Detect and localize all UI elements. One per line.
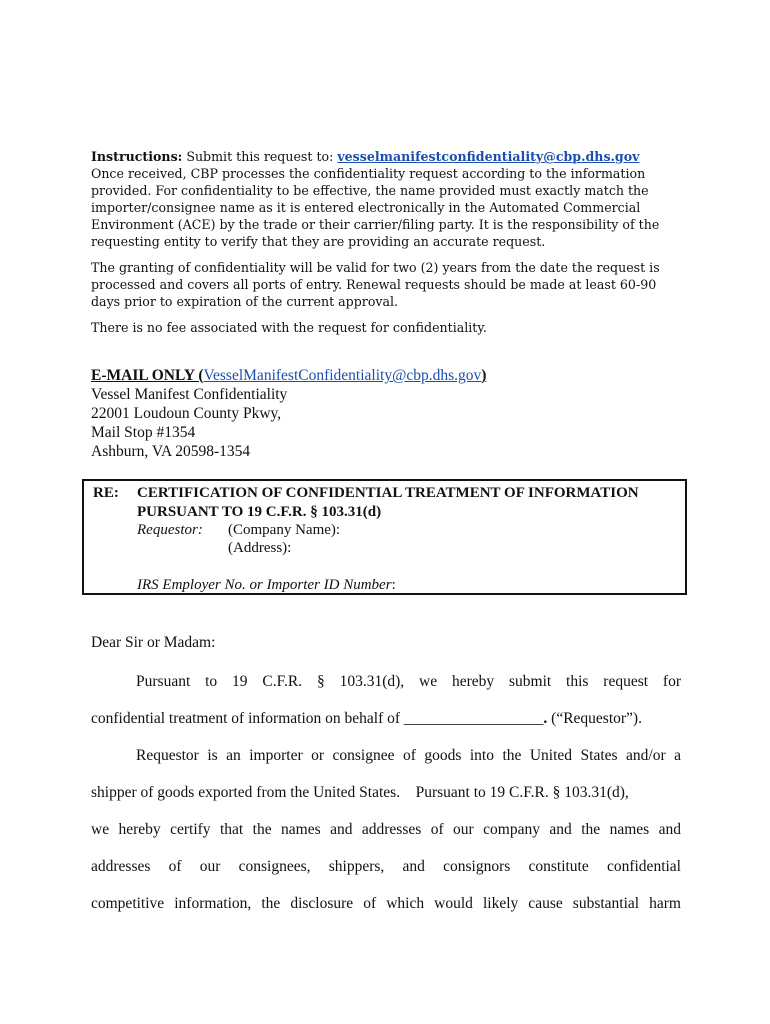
line-2-period: . xyxy=(543,710,548,727)
line-2-start: confidential treatment of information on behalf of xyxy=(91,710,404,727)
re-box xyxy=(82,479,687,595)
letter-line-1: Pursuant to 19 C.F.R. § 103.31(d), we hereby submit this request for xyxy=(136,673,681,690)
re-label: RE: xyxy=(93,485,119,501)
company-name-field: (Company Name): xyxy=(228,522,341,538)
requestor-name-blank: __________________ xyxy=(403,710,544,727)
letter-line-3: Requestor is an importer or consignee of goods into the United States and/or a xyxy=(136,747,681,764)
requestor-label: Requestor: xyxy=(137,522,203,538)
letter-line-2 xyxy=(91,710,681,728)
letter-line-7: competitive information, the disclosure of which would likely cause substantial harm xyxy=(91,895,681,912)
instructions-label: Instructions: xyxy=(91,149,183,164)
re-title: CERTIFICATION OF CONFIDENTIAL TREATMENT OF INFORMATION PURSUANT TO 19 C.F.R. § 103.31(d) xyxy=(137,485,639,520)
address-line-3: Mail Stop #1354 xyxy=(91,424,196,441)
heading-prefix: E-MAIL ONLY ( xyxy=(91,367,204,384)
submit-text: Submit this request to: xyxy=(182,149,338,164)
submit-email-link[interactable]: vesselmanifestconfidentiality@cbp.dhs.gov xyxy=(337,149,640,164)
heading-email-link[interactable]: VesselManifestConfidentiality@cbp.dhs.gov xyxy=(203,367,482,384)
instructions-paragraph-1 xyxy=(91,148,681,250)
heading-suffix: ) xyxy=(481,367,487,384)
address-field: (Address): xyxy=(228,540,292,556)
instructions-paragraph-3: There is no fee associated with the request for confidentiality. xyxy=(91,320,487,335)
instructions-section xyxy=(91,148,681,345)
mailing-address xyxy=(91,366,681,461)
letter-line-6: addresses of our consignees, shippers, and consignors constitute confidential xyxy=(91,858,681,875)
email-only-heading xyxy=(91,366,681,385)
address-line-4: Ashburn, VA 20598-1354 xyxy=(91,443,251,460)
line-2-end: (“Requestor”). xyxy=(547,710,642,727)
irs-employer-field xyxy=(137,576,396,595)
address-line-1: Vessel Manifest Confidentiality xyxy=(91,386,288,403)
address-line-2: 22001 Loudoun County Pkwy, xyxy=(91,405,282,422)
irs-label: IRS Employer No. or Importer ID Number xyxy=(137,577,392,593)
letter-line-5: we hereby certify that the names and addresses of our company and the names and xyxy=(91,821,681,838)
irs-colon: : xyxy=(391,577,396,593)
letter-line-4: shipper of goods exported from the United States. Pursuant to 19 C.F.R. § 103.31(d), xyxy=(91,784,629,801)
salutation: Dear Sir or Madam: xyxy=(91,634,216,651)
instructions-text: Once received, CBP processes the confidentiality request according to the information provided. For confidentiality to be effective, the name provided must exactly match the importer/consignee name as it is entered electronically in the Automated Commercial Environment (ACE) by the trade or their carrier/filing party. It is the responsibility of the requesting entity to verify that they are providing an accurate request. xyxy=(91,166,660,249)
instructions-paragraph-2: The granting of confidentiality will be valid for two (2) years from the date the request is processed and covers all ports of entry. Renewal requests should be made at least 60-90 days prior to expiration of the current approval. xyxy=(91,260,660,309)
